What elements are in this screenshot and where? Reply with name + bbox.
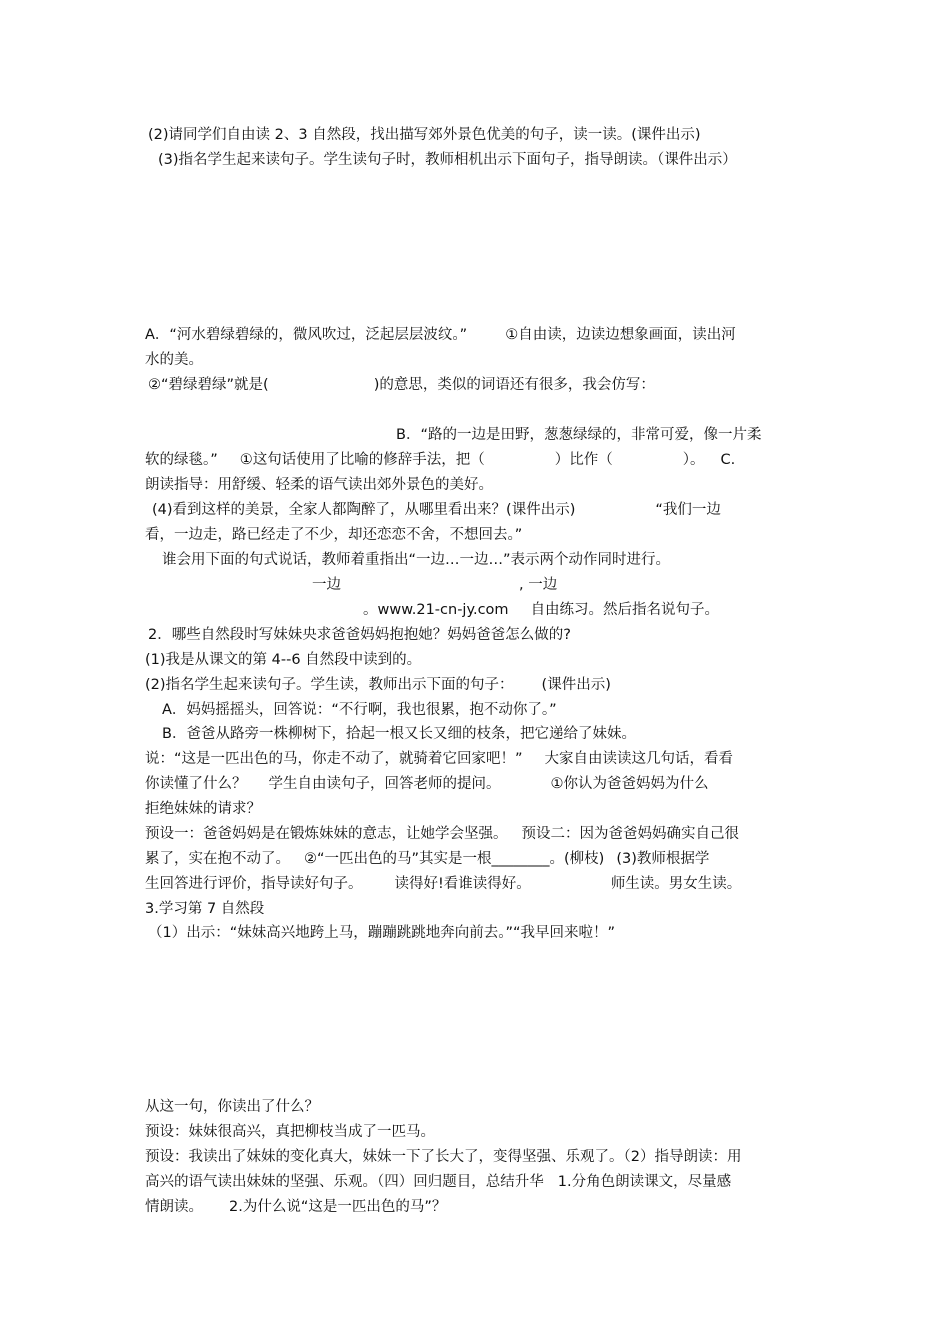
text: 预设二：因为爸爸妈妈确实自己很 <box>521 826 739 842</box>
text: 2.为什么说“这是一匹出色的马”？ <box>229 1199 447 1215</box>
paragraph-line <box>162 700 832 720</box>
text: (2)请同学们自由读 2、3 自然段，找出描写郊外景色优美的句子，读一读。(课件出示) <box>148 127 701 143</box>
paragraph-line <box>145 899 815 919</box>
text: )的意思，类似的词语还有很多，我会仿写： <box>373 377 655 393</box>
text: 看，一边走，路已经走了不少，却还恋恋不舍，不想回去。” <box>145 527 523 543</box>
paragraph-line <box>145 1197 815 1217</box>
paragraph-line <box>145 675 815 695</box>
text: 学生自由读句子，回答老师的提问。 <box>268 776 501 792</box>
paragraph-line <box>145 749 815 769</box>
text: 自由练习。然后指名说句子。 <box>530 602 720 618</box>
paragraph-line <box>312 575 612 595</box>
text: 预设一：爸爸妈妈是在锻炼妹妹的意志，让她学会坚强。 <box>145 826 508 842</box>
text: C. <box>720 452 736 468</box>
paragraph-line <box>145 1172 815 1192</box>
text: 朗读指导：用舒缓、轻柔的语气读出郊外景色的美好。 <box>145 477 493 493</box>
text: “我们一边 <box>655 502 721 518</box>
text: ）比作（ <box>554 452 613 468</box>
paragraph-line <box>148 125 818 145</box>
text: ①这句话使用了比喻的修辞手法，把（ <box>239 452 485 468</box>
text: 读得好!看谁读得好。 <box>394 876 531 892</box>
paragraph-line <box>145 824 815 844</box>
text: 说：“这是一匹出色的马，你走不动了，就骑着它回家吧！” <box>145 751 523 767</box>
paragraph-line <box>145 1097 815 1117</box>
text: （1）出示：“妹妹高兴地跨上马，蹦蹦跳跳地奔向前去。”“我早回来啦！” <box>148 925 616 941</box>
text: B．爸爸从路旁一株柳树下，拾起一根又长又细的枝条，把它递给了妹妹。 <box>162 726 636 742</box>
text: 拒绝妹妹的请求？ <box>145 801 261 817</box>
text: 软的绿毯。” <box>145 452 218 468</box>
text: A．妈妈摇摇头，回答说：“不行啊，我也很累，抱不动你了。” <box>162 702 557 718</box>
paragraph-line <box>145 450 815 470</box>
paragraph-line <box>396 425 816 445</box>
text: 。www.21-cn-jy.com <box>363 602 509 618</box>
paragraph-line <box>145 874 815 894</box>
paragraph-line <box>162 550 832 570</box>
paragraph-line <box>145 1122 815 1142</box>
text: (3)教师根据学 <box>616 851 710 867</box>
text: , 一边 <box>519 577 558 593</box>
text: 情朗读。 <box>145 1199 203 1215</box>
text: ②“碧绿碧绿”就是( <box>148 377 269 393</box>
paragraph-line <box>145 1147 815 1167</box>
text: 从这一句，你读出了什么？ <box>145 1099 319 1115</box>
paragraph-line <box>145 799 815 819</box>
text: 3.学习第 7 自然段 <box>145 901 265 917</box>
text: ①自由读，边读边想象画面，读出河 <box>505 327 736 343</box>
paragraph-line <box>145 475 815 495</box>
paragraph-line <box>145 350 815 370</box>
paragraph-line <box>145 849 815 869</box>
text: 累了，实在抱不动了。 <box>145 851 290 867</box>
text: (课件出示) <box>541 677 611 693</box>
paragraph-line <box>145 774 815 794</box>
text: B．“路的一边是田野，葱葱绿绿的，非常可爱，像一片柔 <box>396 427 762 443</box>
text: (1)我是从课文的第 4--6 自然段中读到的。 <box>145 652 422 668</box>
paragraph-line <box>152 500 822 520</box>
text: 师生读。男女生读。 <box>610 876 742 892</box>
paragraph-line <box>145 325 815 345</box>
text: 2．哪些自然段时写妹妹央求爸爸妈妈抱抱她？妈妈爸爸怎么做的? <box>148 627 571 643</box>
text: (2)指名学生起来读句子。学生读，教师出示下面的句子： <box>145 677 514 693</box>
text: 大家自由读读这几句话，看看 <box>544 751 734 767</box>
text: ）。 <box>682 452 705 468</box>
text: 预设：我读出了妹妹的变化真大，妹妹一下了长大了，变得坚强、乐观了。（2）指导朗读：用 <box>145 1149 742 1165</box>
paragraph-line <box>145 525 815 545</box>
text: (3)指名学生起来读句子。学生读句子时，教师相机出示下面句子，指导朗读。（课件出示） <box>158 152 737 168</box>
text: 你读懂了什么？ <box>145 776 247 792</box>
text: 谁会用下面的句式说话，教师着重指出“一边…一边…”表示两个动作同时进行。 <box>162 552 671 568</box>
text: 水的美。 <box>145 352 203 368</box>
paragraph-line <box>145 650 815 670</box>
paragraph-line <box>148 625 818 645</box>
text: ②“一匹出色的马”其实是一根________。(柳枝) <box>304 851 605 867</box>
paragraph-line <box>162 724 832 744</box>
text: 高兴的语气读出妹妹的坚强、乐观。（四）回归题目，总结升华 <box>145 1174 544 1190</box>
text: 一边 <box>312 577 341 593</box>
text: ①你认为爸爸妈妈为什么 <box>550 776 709 792</box>
text: 预设：妹妹很高兴，真把柳枝当成了一匹马。 <box>145 1124 435 1140</box>
paragraph-line <box>158 150 828 170</box>
text: (4)看到这样的美景，全家人都陶醉了，从哪里看出来？(课件出示) <box>152 502 576 518</box>
paragraph-line <box>363 600 823 620</box>
text: 1.分角色朗读课文，尽量感 <box>557 1174 732 1190</box>
paragraph-line <box>148 375 818 395</box>
text: A．“河水碧绿碧绿的，微风吹过，泛起层层波纹。” <box>145 327 468 343</box>
text: 生回答进行评价，指导读好句子。 <box>145 876 363 892</box>
paragraph-line <box>148 923 818 943</box>
